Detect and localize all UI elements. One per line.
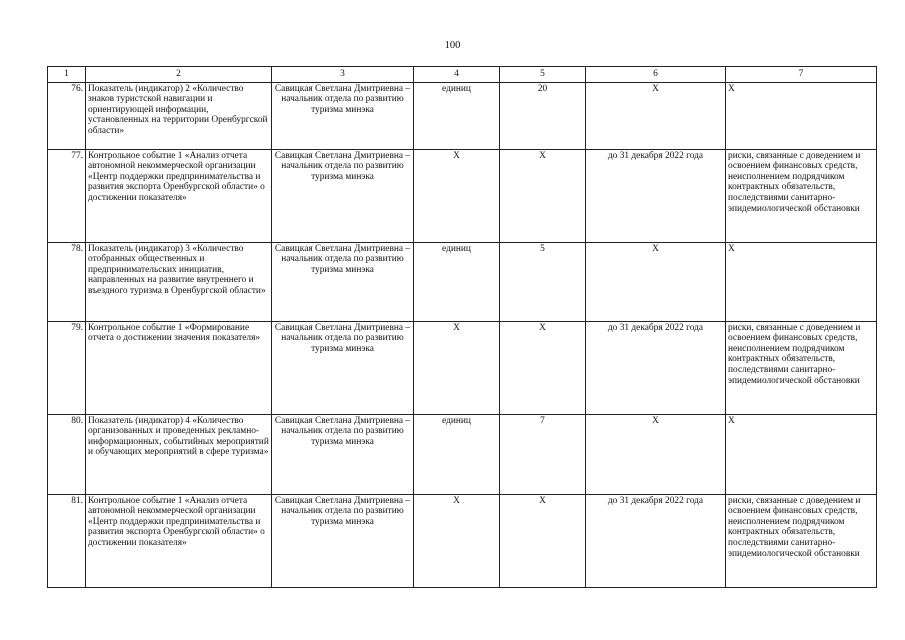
table-row: [48, 321, 877, 414]
row-deadline: Х: [586, 414, 726, 494]
row-risks: Х: [726, 82, 877, 149]
row-number: 76.: [48, 82, 86, 149]
row-name: Контрольное событие 1 «Анализ отчета автономной некоммерческой организации «Центр поддержки предпринимательства и развития экспорта Оренбургской области» о достижении показателя»: [86, 149, 272, 242]
row-name: Показатель (индикатор) 2 «Количество знаков туристской навигации и ориентирующей информации, установленных на территории Оренбургской области»: [86, 82, 272, 149]
row-responsible: Савицкая Светлана Дмитриевна – начальник отдела по развитию туризма минэка: [272, 242, 414, 321]
column-header: 6: [586, 67, 726, 83]
column-header: 3: [272, 67, 414, 83]
row-number: 80.: [48, 414, 86, 494]
row-value: Х: [500, 494, 586, 587]
row-unit: Х: [414, 149, 500, 242]
row-value: Х: [500, 321, 586, 414]
row-deadline: до 31 декабря 2022 года: [586, 494, 726, 587]
row-responsible: Савицкая Светлана Дмитриевна – начальник отдела по развитию туризма минэка: [272, 494, 414, 587]
row-value: Х: [500, 149, 586, 242]
page-number: 100: [444, 40, 461, 51]
row-risks: риски, связанные с доведением и освоением финансовых средств, неисполнением подрядчиком контрактных обязательств, последствиями санитарно-эпидемиологической обстановки: [726, 494, 877, 587]
row-deadline: до 31 декабря 2022 года: [586, 321, 726, 414]
column-header: 1: [48, 67, 86, 83]
row-deadline: Х: [586, 242, 726, 321]
table-row: [48, 149, 877, 242]
row-name: Контрольное событие 1 «Формирование отчета о достижении значения показателя»: [86, 321, 272, 414]
column-header: 4: [414, 67, 500, 83]
row-number: 81.: [48, 494, 86, 587]
row-name: Контрольное событие 1 «Анализ отчета автономной некоммерческой организации «Центр поддержки предпринимательства и развития экспорта Оренбургской области» о достижении показателя»: [86, 494, 272, 587]
row-unit: Х: [414, 321, 500, 414]
column-header: 7: [726, 67, 877, 83]
row-value: 5: [500, 242, 586, 321]
table-row: [48, 414, 877, 494]
row-responsible: Савицкая Светлана Дмитриевна – начальник отдела по развитию туризма минэка: [272, 321, 414, 414]
column-header: 5: [500, 67, 586, 83]
row-value: 20: [500, 82, 586, 149]
row-risks: Х: [726, 414, 877, 494]
row-responsible: Савицкая Светлана Дмитриевна – начальник отдела по развитию туризма минэка: [272, 414, 414, 494]
plan-table: [47, 66, 877, 588]
table-row: [48, 242, 877, 321]
row-value: 7: [500, 414, 586, 494]
row-risks: Х: [726, 242, 877, 321]
row-responsible: Савицкая Светлана Дмитриевна – начальник отдела по развитию туризма минэка: [272, 149, 414, 242]
row-deadline: до 31 декабря 2022 года: [586, 149, 726, 242]
row-number: 77.: [48, 149, 86, 242]
row-unit: Х: [414, 494, 500, 587]
row-number: 79.: [48, 321, 86, 414]
row-risks: риски, связанные с доведением и освоением финансовых средств, неисполнением подрядчиком контрактных обязательств, последствиями санитарно-эпидемиологической обстановки: [726, 149, 877, 242]
row-number: 78.: [48, 242, 86, 321]
row-risks: риски, связанные с доведением и освоением финансовых средств, неисполнением подрядчиком контрактных обязательств, последствиями санитарно-эпидемиологической обстановки: [726, 321, 877, 414]
row-unit: единиц: [414, 242, 500, 321]
row-deadline: Х: [586, 82, 726, 149]
row-name: Показатель (индикатор) 4 «Количество организованных и проведенных рекламно-информационных, событийных мероприятий и обучающих мероприятий в сфере туризма»: [86, 414, 272, 494]
table-row: [48, 494, 877, 587]
column-header: 2: [86, 67, 272, 83]
header-row: [48, 67, 877, 83]
row-responsible: Савицкая Светлана Дмитриевна – начальник отдела по развитию туризма минэка: [272, 82, 414, 149]
row-unit: единиц: [414, 82, 500, 149]
row-unit: единиц: [414, 414, 500, 494]
row-name: Показатель (индикатор) 3 «Количество отобранных общественных и предпринимательских инициатив, направленных на развитие внутреннего и въездного туризма в Оренбургской области»: [86, 242, 272, 321]
table-row: [48, 82, 877, 149]
